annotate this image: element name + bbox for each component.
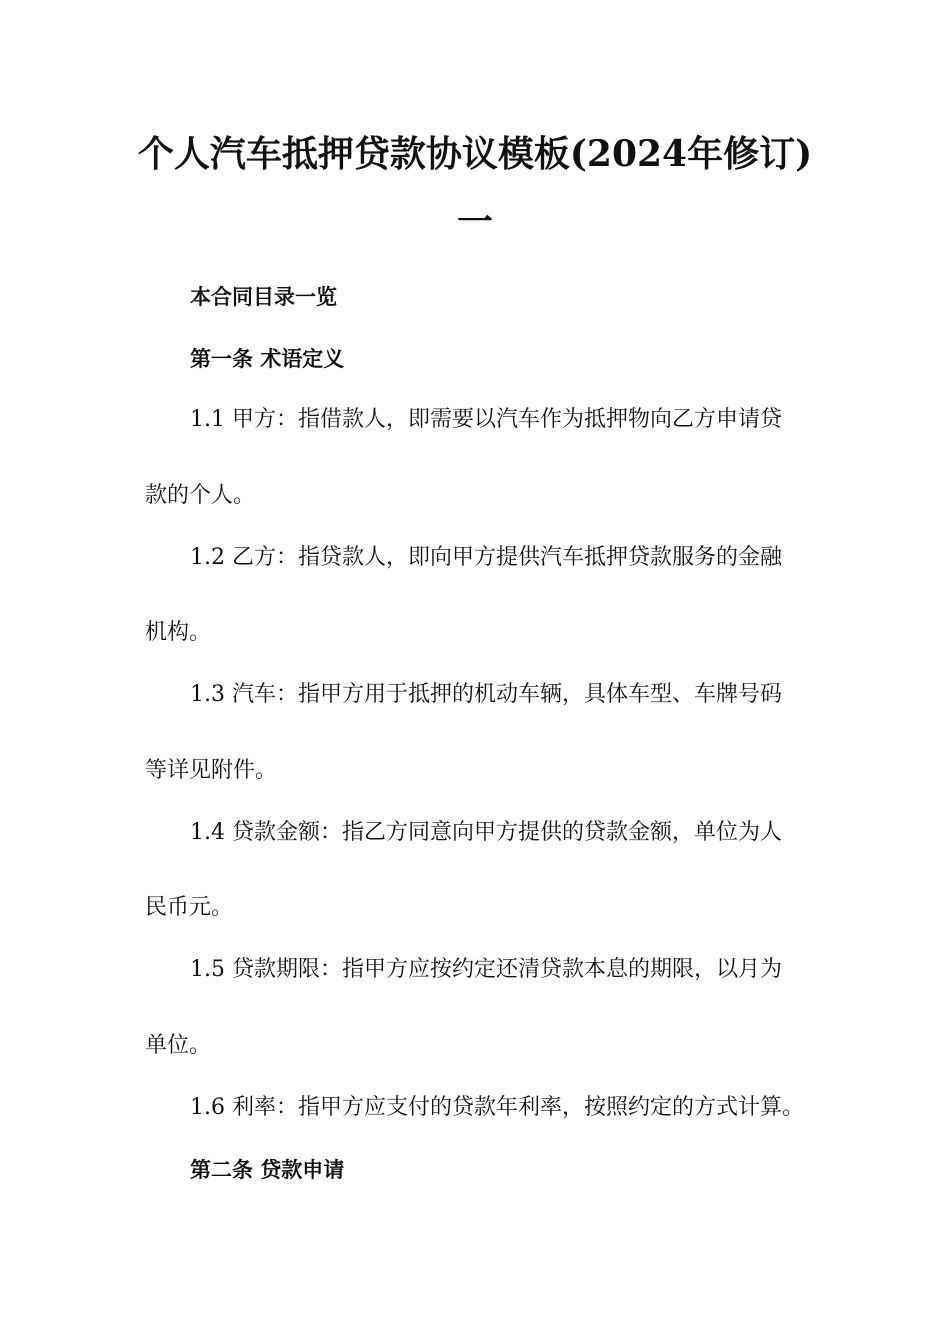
document-title-continuation: 一: [456, 201, 493, 243]
clause-1-4-line-1: 1.4 贷款金额：指乙方同意向甲方提供的贷款金额，单位为人: [190, 820, 782, 845]
clause-1-6-line-1: 1.6 利率：指甲方应支付的贷款年利率，按照约定的方式计算。: [190, 1095, 804, 1120]
clause-1-3-line-1: 1.3 汽车：指甲方用于抵押的机动车辆，具体车型、车牌号码: [190, 682, 782, 707]
clause-1-3-line-2: 等详见附件。: [145, 758, 278, 783]
clause-1-2-line-1: 1.2 乙方：指贷款人，即向甲方提供汽车抵押贷款服务的金融: [190, 545, 782, 570]
clause-1-2-line-2: 机构。: [145, 620, 212, 645]
toc-heading: 本合同目录一览: [190, 284, 337, 309]
section-1-heading: 第一条 术语定义: [190, 346, 345, 371]
clause-1-5-line-1: 1.5 贷款期限：指甲方应按约定还清贷款本息的期限，以月为: [190, 957, 782, 982]
clause-1-5-line-2: 单位。: [145, 1033, 212, 1058]
section-2-heading: 第二条 贷款申请: [190, 1157, 345, 1182]
clause-1-4-line-2: 民币元。: [145, 895, 234, 920]
clause-1-1-line-1: 1.1 甲方：指借款人，即需要以汽车作为抵押物向乙方申请贷: [190, 407, 782, 432]
clause-1-1-line-2: 款的个人。: [145, 483, 256, 508]
document-title: 个人汽车抵押贷款协议模板(2024年修订): [137, 133, 813, 175]
